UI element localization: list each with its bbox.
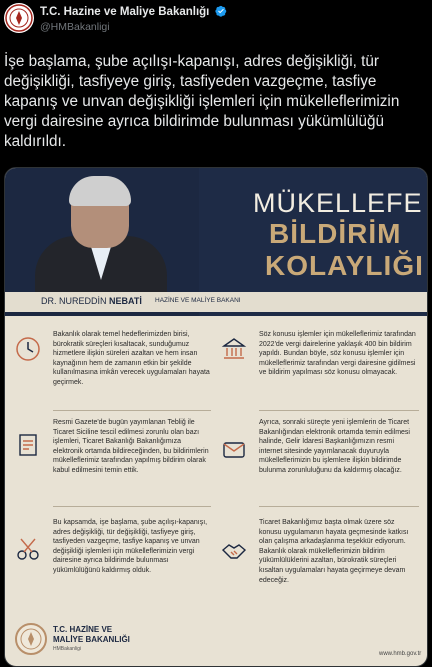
left-paragraph-2: Resmi Gazete'de bugün yayımlanan Tebliğ ile Ticaret Siciline tescil edilmesi zorunlu olan bazı işlemleri, Ticaret Bakanlığı Bakanlığımıza elektronik ortamda bildireceğinden, bu bildirimlerin mükelleflerimiz tarafından yapılmış bildirim olarak kabul edilmesini temin ettik. — [53, 419, 209, 474]
right-paragraph-3: Ticaret Bakanlığımız başta olmak üzere söz konusu uygulamanın hayata geçmesinde katkısı olan çalışma arkadaşlarıma teşekkür ediyorum. Bakanlık olarak mükelleflerimizin bildirim yükümlülüklerini azaltan, bürokratik süreçleri kısaltan uygulamaları hayata geçirmeye devam edeceğiz. — [259, 519, 409, 584]
account-handle[interactable]: @HMBakanligi — [40, 21, 110, 33]
left-paragraph-1: Bakanlık olarak temel hedeflerimizden birisi, bürokratik süreçleri kısaltacak, sunduğumuz hizmetlere ilişkin süreleri azaltan ve hem insan kaynağının hem de zamanın etkin bir şekilde kullanılmasına imkân verecek uygulamaları hayata geçirmek. — [53, 331, 210, 386]
gazette-document-icon — [15, 432, 41, 458]
account-avatar[interactable] — [4, 3, 34, 33]
minister-name-bar — [5, 292, 428, 312]
minister-role: HAZİNE VE MALİYE BAKANI — [155, 297, 241, 304]
ministry-footer-handle: HMBakanligi — [53, 646, 82, 652]
minister-name: DR. NUREDDİN NEBATİ — [41, 296, 142, 306]
scissors-icon — [15, 536, 41, 562]
ministry-website: www.hmb.gov.tr — [379, 651, 422, 657]
ministry-logo-icon — [4, 3, 34, 33]
left-paragraph-3: Bu kapsamda, işe başlama, şube açılışı-kapanışı, adres değişikliği, tür değişikliği, tasfiyeye giriş, tasfiyeden vazgeçme, tasfiye kapanış ve unvan değişikliği işlemleri için mükelleflerimizin vergi dairesine ayrıca bildirimde bulunması yükümlülüğünü kaldırmış olduk. — [53, 519, 208, 574]
display-name[interactable]: T.C. Hazine ve Maliye Bakanlığı — [40, 6, 210, 18]
attached-image[interactable] — [4, 167, 428, 667]
divider — [53, 506, 211, 507]
divider — [53, 410, 211, 411]
tax-office-icon — [221, 336, 247, 362]
infographic-title-line1: MÜKELLEFE — [253, 188, 423, 218]
ministry-emblem — [15, 623, 47, 655]
handshake-icon — [221, 538, 247, 564]
minister-photo-hair — [69, 176, 131, 206]
tweet-body: İşe başlama, şube açılışı-kapanışı, adres değişikliği, tür değişikliği, tasfiyeye giriş, tasfiyeden vazgeçme, tasfiye kapanış ve unvan değişikliği işlemleri için mükelleflerimizin vergi dairesine ayrıca bildirimde bulunması yükümlülüğü kaldırıldı. — [4, 53, 400, 150]
time-saving-icon — [15, 336, 41, 362]
tweet-header — [0, 0, 432, 44]
right-paragraph-2: Ayrıca, sonraki süreçte yeni işlemlerin de Ticaret Bakanlığından elektronik ortamda temin edilmesi halinde, Gelir İdaresi Başkanlığımızın resmi internet sitesinde yayımlanacak duyuruyla mükelleflerimizin bu işlemlere ilişkin bildirimde bulunma zorunluluğunu da kaldırmış olacağız. — [259, 419, 410, 474]
electronic-notification-icon — [221, 438, 247, 464]
right-paragraph-1: Söz konusu işlemler için mükelleflerimiz tarafından 2022'de vergi dairelerine yaklaşık 400 bin bildirim yapıldı. Bundan böyle, söz konusu işlemler için mükelleflerimiz tarafından vergi dairesine gidilmesi ve bildirim yapılması söz konusu olmayacak. — [259, 331, 416, 377]
ministry-footer-name: T.C. HAZİNE VE MALİYE BAKANLIĞI — [53, 625, 130, 644]
divider — [259, 506, 419, 507]
account-name[interactable] — [40, 5, 227, 18]
divider — [259, 410, 419, 411]
verified-badge-icon — [215, 5, 227, 17]
infographic-title-line3: KOLAYLIĞI — [265, 250, 424, 281]
ministry-logo-icon — [17, 625, 45, 653]
infographic-title-line2: BİLDİRİM — [269, 218, 402, 249]
